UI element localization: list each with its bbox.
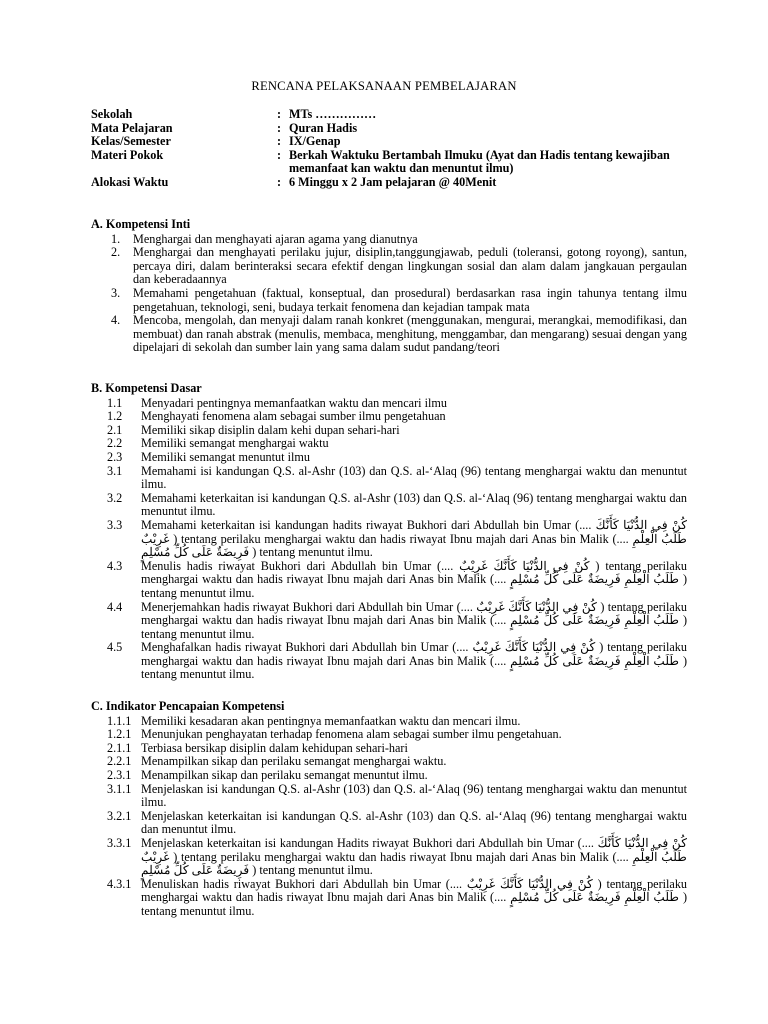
section-heading: A. Kompetensi Inti xyxy=(91,217,191,231)
item-text: Menghargai dan menghayati ajaran agama yang dianutnya xyxy=(133,231,418,246)
item-number: 3. xyxy=(111,285,121,300)
list-item xyxy=(91,560,687,601)
item-number: 4.3 xyxy=(107,558,123,573)
item-text: Menjelaskan keterkaitan isi kandungan Q.S. al-Ashr (103) dan Q.S. al-‘Alaq (96) tentang menghargai waktu dan menuntut ilmu. xyxy=(141,808,687,837)
item-text: Menghafalkan hadis riwayat Bukhori dari Abdullah bin Umar (.... كُنْ فِي الدُّنْيَا كَأَنَّكَ غَرِيْبٌ ) tentang perilaku menghargai waktu dan hadis riwayat Ibnu majah dari Anas bin Malik (.... طَلَبُ الْعِلْمِ فَرِيضَةٌ عَلَى كُلِّ مُسْلِمٍ ) tentang menuntut ilmu. xyxy=(141,640,687,682)
item-number: 3.1 xyxy=(107,463,123,478)
list-item xyxy=(91,769,687,783)
item-text: Menjelaskan keterkaitan isi kandungan Hadits riwayat Bukhori dari Abdullah bin Umar (.... كُنْ فِي الدُّنْيَا كَأَنَّكَ غَرِيْبٌ ) tentang perilaku menghargai waktu dan hadis riwayat Ibnu majah dari Anas bin Malik (.... طَلَبُ الْعِلْمِ فَرِيضَةٌ عَلَى كُلِّ مُسْلِمٍ ) tentang menuntut ilmu. xyxy=(141,835,687,878)
list-item xyxy=(91,246,687,287)
item-text: Menyadari pentingnya memanfaatkan waktu dan mencari ilmu xyxy=(141,395,447,410)
item-number: 3.3.1 xyxy=(107,835,132,850)
identity-label: Sekolah xyxy=(91,107,133,121)
item-number: 2.2.1 xyxy=(107,754,132,769)
item-text: Menulis hadis riwayat Bukhori dari Abdullah bin Umar (.... كُنْ فِي الدُّنْيَا كَأَنَّكَ غَرِيْبٌ ) tentang perilaku menghargai waktu dan hadis riwayat Ibnu majah dari Anas bin Malik (.... طَلَبُ الْعِلْمِ فَرِيضَةٌ عَلَى كُلِّ مُسْلِمٍ ) tentang menuntut ilmu. xyxy=(141,558,687,600)
item-number: 4.5 xyxy=(107,640,123,655)
list-item xyxy=(91,410,687,424)
list-item xyxy=(91,641,687,682)
section-kompetensi-dasar xyxy=(91,382,687,682)
item-text: Memahami keterkaitan isi kandungan hadits riwayat Bukhori dari Abdullah bin Umar (.... كُنْ فِي الدُّنْيَا كَأَنَّكَ غَرِيْبٌ ) tentang perilaku menghargai waktu dan hadis riwayat Ibnu majah dari Anas bin Malik (.... طَلَبُ الْعِلْمِ فَرِيضَةٌ عَلَى كُلِّ مُسْلِمٍ ) tentang menuntut ilmu. xyxy=(141,517,688,560)
identity-label: Kelas/Semester xyxy=(91,134,171,149)
item-number: 1.2.1 xyxy=(107,727,132,742)
list-item xyxy=(91,742,687,756)
item-number: 1.1 xyxy=(107,395,123,410)
item-number: 4.4 xyxy=(107,599,123,614)
item-number: 3.2 xyxy=(107,490,123,505)
list-item xyxy=(91,233,687,247)
identity-colon: : xyxy=(277,147,282,162)
identity-row xyxy=(91,135,691,149)
item-text: Memiliki semangat menghargai waktu xyxy=(141,436,329,451)
identity-row xyxy=(91,108,691,122)
item-number: 2.1.1 xyxy=(107,740,132,755)
item-number: 3.1.1 xyxy=(107,781,132,796)
kompetensi-dasar-list xyxy=(91,397,687,682)
list-item xyxy=(91,783,687,810)
identity-block xyxy=(91,108,691,190)
item-text: Menerjemahkan hadis riwayat Bukhori dari Abdullah bin Umar (.... كُنْ فِي الدُّنْيَا كَأَنَّكَ غَرِيْبٌ ) tentang perilaku menghargai waktu dan hadis riwayat Ibnu majah dari Anas bin Malik (.... طَلَبُ الْعِلْمِ فَرِيضَةٌ عَلَى كُلِّ مُسْلِمٍ ) tentang menuntut ilmu. xyxy=(141,599,687,641)
item-text: Menunjukan penghayatan terhadap fenomena alam sebagai sumber ilmu pengetahuan. xyxy=(141,727,562,742)
list-item xyxy=(91,601,687,642)
item-text: Memahami pengetahuan (faktual, konseptual, dan prosedural) berdasarkan rasa ingin tahunya tentang ilmu pengetahuan, teknologi, seni, budaya terkait fenomena dan kejadian tampak mata xyxy=(133,285,687,314)
list-item xyxy=(91,397,687,411)
identity-value: 6 Minggu x 2 Jam pelajaran @ 40Menit xyxy=(289,174,497,189)
item-text: Menampilkan sikap dan perilaku semangat menuntut ilmu. xyxy=(141,767,428,782)
identity-colon: : xyxy=(277,107,282,121)
identity-label: Materi Pokok xyxy=(91,147,164,162)
list-item xyxy=(91,878,687,919)
identity-row xyxy=(91,149,691,176)
document-title: RENCANA PELAKSANAAN PEMBELAJARAN xyxy=(251,79,517,93)
item-number: 4.3.1 xyxy=(107,876,132,891)
section-heading: C. Indikator Pencapaian Kompetensi xyxy=(91,699,285,713)
identity-colon: : xyxy=(277,174,282,189)
item-number: 2.3 xyxy=(107,449,123,464)
list-item xyxy=(91,437,687,451)
list-item xyxy=(91,519,687,560)
item-number: 2.1 xyxy=(107,422,123,437)
identity-label: Mata Pelajaran xyxy=(91,120,173,135)
list-item xyxy=(91,755,687,769)
item-number: 4. xyxy=(111,313,121,328)
item-text: Memahami isi kandungan Q.S. al-Ashr (103) dan Q.S. al-‘Alaq (96) tentang menghargai waktu dan menuntut ilmu. xyxy=(141,463,687,492)
item-text: Memiliki kesadaran akan pentingnya memanfaatkan waktu dan mencari ilmu. xyxy=(141,713,521,728)
item-text: Memiliki sikap disiplin dalam kehi dupan sehari-hari xyxy=(141,422,400,437)
item-text: Memiliki semangat menuntut ilmu xyxy=(141,449,310,464)
item-number: 2.2 xyxy=(107,436,123,451)
indikator-list xyxy=(91,715,687,919)
item-text: Menghargai dan menghayati perilaku jujur, disiplin,tanggungjawab, peduli (toleransi, gotong royong), santun, percaya diri, dalam berinteraksi secara efektif dengan lingkungan sosial dan alam dalam jangkauan pergaulan dan keberadaannya xyxy=(133,245,687,287)
item-number: 1.2 xyxy=(107,409,123,424)
item-text: Memahami keterkaitan isi kandungan Q.S. al-Ashr (103) dan Q.S. al-‘Alaq (96) tentang menghargai waktu dan menuntut ilmu. xyxy=(141,490,687,519)
list-item xyxy=(91,715,687,729)
item-text: Menghayati fenomena alam sebagai sumber ilmu pengetahuan xyxy=(141,409,446,424)
list-item xyxy=(91,451,687,465)
item-text: Mencoba, mengolah, dan menyaji dalam ranah konkret (menggunakan, mengurai, merangkai, memodifikasi, dan membuat) dan ranah abstrak (menulis, membaca, menghitung, menggambar, dan mengarang) sesuai dengan yang dipelajari di sekolah dan sumber lain yang sama dalam sudut pandang/teori xyxy=(133,313,687,355)
section-heading: B. Kompetensi Dasar xyxy=(91,381,202,395)
section-kompetensi-inti xyxy=(91,218,687,355)
list-item xyxy=(91,314,687,355)
item-text: Menuliskan hadis riwayat Bukhori dari Abdullah bin Umar (.... كُنْ فِي الدُّنْيَا كَأَنَّكَ غَرِيْبٌ ) tentang perilaku menghargai waktu dan hadis riwayat Ibnu majah dari Anas bin Malik (.... طَلَبُ الْعِلْمِ فَرِيضَةٌ عَلَى كُلِّ مُسْلِمٍ ) tentang menuntut ilmu. xyxy=(141,876,688,918)
list-item xyxy=(91,728,687,742)
item-text: Terbiasa bersikap disiplin dalam kehidupan sehari-hari xyxy=(141,740,408,755)
list-item xyxy=(91,287,687,314)
identity-value: IX/Genap xyxy=(289,134,341,149)
item-text: Menampilkan sikap dan perilaku semangat menghargai waktu. xyxy=(141,754,447,769)
item-number: 3.3 xyxy=(107,517,123,532)
item-number: 2. xyxy=(111,245,121,260)
item-text: Menjelaskan isi kandungan Q.S. al-Ashr (103) dan Q.S. al-‘Alaq (96) tentang menghargai waktu dan menuntut ilmu. xyxy=(141,781,687,810)
item-number: 1. xyxy=(111,231,121,246)
identity-value: Berkah Waktuku Bertambah Ilmuku (Ayat dan Hadis tentang kewajiban memanfaat kan waktu dan menuntut ilmu) xyxy=(289,147,670,176)
identity-value: Quran Hadis xyxy=(289,120,358,135)
section-indikator xyxy=(91,700,687,919)
identity-colon: : xyxy=(277,120,282,135)
identity-colon: : xyxy=(277,134,282,149)
item-number: 1.1.1 xyxy=(107,713,132,728)
identity-row xyxy=(91,176,691,190)
kompetensi-inti-list xyxy=(91,233,687,355)
list-item xyxy=(91,837,687,878)
list-item xyxy=(91,810,687,837)
item-number: 3.2.1 xyxy=(107,808,132,823)
identity-label: Alokasi Waktu xyxy=(91,174,169,189)
identity-value: MTs …………… xyxy=(289,107,377,121)
list-item xyxy=(91,465,687,492)
list-item xyxy=(91,492,687,519)
list-item xyxy=(91,424,687,438)
identity-row xyxy=(91,122,691,136)
item-number: 2.3.1 xyxy=(107,767,132,782)
